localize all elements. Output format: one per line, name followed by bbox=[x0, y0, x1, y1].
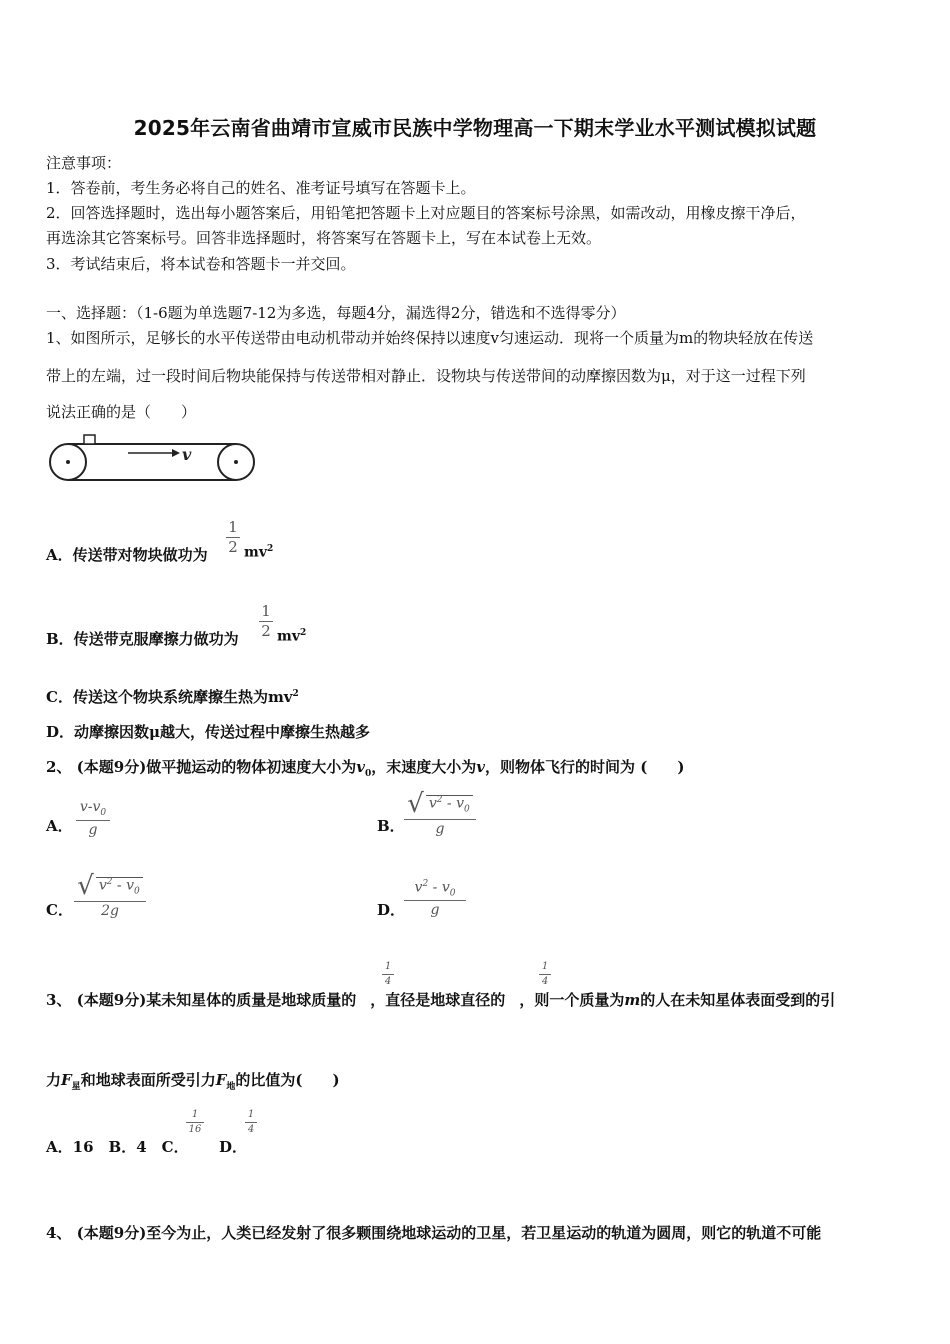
notes-item-2a: 2．回答选择题时，选出每小题答案后，用铅笔把答题卡上对应题目的答案标号涂黑，如需改动，用橡皮擦干净后， bbox=[46, 204, 806, 222]
q3-mass-fraction: 1 4 bbox=[382, 962, 394, 987]
q1-option-c: C．传送这个物块系统摩擦生热为$mv^2$ bbox=[46, 688, 299, 706]
q3-diameter-fraction: 1 4 bbox=[539, 962, 551, 987]
q2-option-c-label: C． bbox=[46, 901, 73, 919]
q2-option-a-label: A． bbox=[46, 817, 73, 835]
q2-option-a-formula: $v-v_0$ g bbox=[76, 800, 110, 837]
q3-option-d-fraction: 1 4 bbox=[245, 1110, 257, 1135]
q2-option-d-formula: $v^2 - v_0$ g bbox=[404, 880, 466, 917]
q2-option-c-formula: √ $v^2 - v_0$ 2g bbox=[74, 873, 146, 918]
q1-a-mv2: $mv^2$ bbox=[244, 544, 274, 561]
velocity-label: v bbox=[182, 445, 192, 464]
q1-line-2: 带上的左端，过一段时间后物块能保持与传送带相对静止．设物块与传送带间的动摩擦因数为μ，对于这一过程下列 bbox=[46, 367, 806, 385]
q3-option-d-label: D． bbox=[219, 1138, 248, 1156]
q1-option-a: A．传送带对物块做功为 bbox=[46, 546, 208, 564]
notes-item-2b: 再选涂其它答案标号。回答非选择题时，将答案写在答题卡上，写在本试卷上无效。 bbox=[46, 229, 602, 247]
q2-option-b-formula: √ $v^2 - v_0$ g bbox=[404, 791, 476, 836]
q1-option-b: B．传送带克服摩擦力做功为 bbox=[46, 630, 239, 648]
q2-option-b-label: B． bbox=[377, 817, 405, 835]
q1-line-1: 1、如图所示，足够长的水平传送带由电动机带动并始终保持以速度v匀速运动．现将一个质量为m的物块轻放在传送 bbox=[46, 329, 814, 347]
block bbox=[84, 435, 95, 444]
q1-a-fraction: 1 2 bbox=[226, 520, 240, 555]
conveyor-belt-figure bbox=[44, 430, 259, 485]
q1-line-3: 说法正确的是（ ） bbox=[46, 403, 197, 421]
notes-item-3: 3．考试结束后，将本试卷和答题卡一并交回。 bbox=[46, 255, 356, 273]
q1-b-mv2: $mv^2$ bbox=[277, 628, 307, 645]
section-heading: 一、选择题：（1-6题为单选题7-12为多选，每题4分，漏选得2分，错选和不选得零分） bbox=[46, 304, 626, 322]
q1-option-d: D．动摩擦因数μ越大，传送过程中摩擦生热越多 bbox=[46, 723, 370, 741]
q3-options: A．16 B．4 C． bbox=[46, 1138, 189, 1156]
q3-stem: 3、 (本题9分)某未知星体的质量是地球质量的 ，直径是地球直径的 ，则一个质量为m的人在未知星体表面受到的引 bbox=[46, 991, 836, 1009]
q2-stem: 2、 (本题9分)做平抛运动的物体初速度大小为$v_0$，末速度大小为v，则物体飞行的时间为 ( ) bbox=[46, 758, 685, 779]
page-title: 2025年云南省曲靖市宣威市民族中学物理高一下期末学业水平测试模拟试题 bbox=[133, 116, 817, 140]
q4-line-1: 4、 (本题9分)至今为止，人类已经发射了很多颗围绕地球运动的卫星，若卫星运动的轨道为圆周，则它的轨道不可能 bbox=[46, 1224, 822, 1242]
notes-item-1: 1．答卷前，考生务必将自己的姓名、准考证号填写在答题卡上。 bbox=[46, 179, 476, 197]
q2-option-d-label: D． bbox=[377, 901, 406, 919]
q3-option-c-fraction: 1 16 bbox=[186, 1110, 204, 1135]
q3-line-2: 力$F_星$和地球表面所受引力$F_地$的比值为( ) bbox=[46, 1071, 340, 1092]
q1-b-fraction: 1 2 bbox=[259, 604, 273, 639]
notes-heading: 注意事项： bbox=[46, 154, 122, 172]
